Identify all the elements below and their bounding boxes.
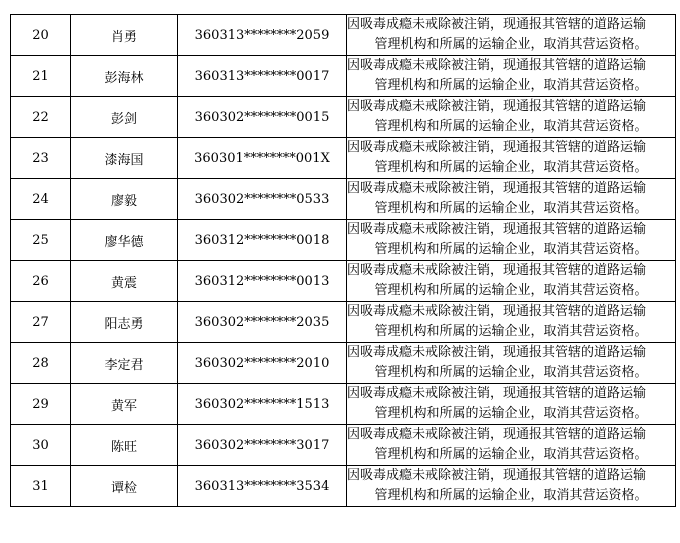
reason-line-2: 管理机构和所属的运输企业，取消其营运资格。 — [374, 78, 648, 93]
table-row — [11, 97, 676, 138]
reason-line-1: 因吸毒成瘾未戒除被注销，现通报其管辖的道路运输 — [347, 263, 647, 278]
row-name-cell: 黄军 — [71, 384, 178, 425]
table-row — [11, 425, 676, 466]
row-id-number-cell: 360312********0018 — [178, 220, 347, 261]
reason-line-2: 管理机构和所属的运输企业，取消其营运资格。 — [374, 283, 648, 298]
row-id-number-cell: 360313********0017 — [178, 56, 347, 97]
table-row — [11, 466, 676, 507]
reason-line-1: 因吸毒成瘾未戒除被注销，现通报其管辖的道路运输 — [347, 304, 647, 319]
row-reason-cell — [347, 138, 676, 179]
row-id-number-cell: 360302********2010 — [178, 343, 347, 384]
table-row — [11, 15, 676, 56]
reason-line-1: 因吸毒成瘾未戒除被注销，现通报其管辖的道路运输 — [347, 345, 647, 360]
row-id-number-cell: 360302********0015 — [178, 97, 347, 138]
row-number-cell: 21 — [11, 56, 71, 97]
reason-line-1: 因吸毒成瘾未戒除被注销，现通报其管辖的道路运输 — [347, 99, 647, 114]
row-name-cell: 彭海林 — [71, 56, 178, 97]
row-reason-cell — [347, 56, 676, 97]
reason-line-1: 因吸毒成瘾未戒除被注销，现通报其管辖的道路运输 — [347, 468, 647, 483]
row-reason-cell — [347, 15, 676, 56]
row-reason-cell — [347, 97, 676, 138]
table-row — [11, 138, 676, 179]
row-number-cell: 29 — [11, 384, 71, 425]
table-row — [11, 56, 676, 97]
row-number-cell: 27 — [11, 302, 71, 343]
row-id-number-cell: 360302********2035 — [178, 302, 347, 343]
row-name-cell: 肖勇 — [71, 15, 178, 56]
row-id-number-cell: 360301********001X — [178, 138, 347, 179]
row-number-cell: 31 — [11, 466, 71, 507]
row-reason-cell — [347, 220, 676, 261]
row-id-number-cell: 360313********2059 — [178, 15, 347, 56]
reason-line-1: 因吸毒成瘾未戒除被注销，现通报其管辖的道路运输 — [347, 222, 647, 237]
row-name-cell: 漆海国 — [71, 138, 178, 179]
row-name-cell: 廖毅 — [71, 179, 178, 220]
row-reason-cell — [347, 261, 676, 302]
row-id-number-cell: 360302********3017 — [178, 425, 347, 466]
row-name-cell: 阳志勇 — [71, 302, 178, 343]
table-row — [11, 220, 676, 261]
reason-line-1: 因吸毒成瘾未戒除被注销，现通报其管辖的道路运输 — [347, 140, 647, 155]
reason-line-1: 因吸毒成瘾未戒除被注销，现通报其管辖的道路运输 — [347, 386, 647, 401]
row-name-cell: 李定君 — [71, 343, 178, 384]
row-reason-cell — [347, 466, 676, 507]
row-name-cell: 陈旺 — [71, 425, 178, 466]
reason-line-2: 管理机构和所属的运输企业，取消其营运资格。 — [374, 160, 648, 175]
row-reason-cell — [347, 384, 676, 425]
reason-line-1: 因吸毒成瘾未戒除被注销，现通报其管辖的道路运输 — [347, 58, 647, 73]
row-id-number-cell: 360302********0533 — [178, 179, 347, 220]
row-id-number-cell: 360312********0013 — [178, 261, 347, 302]
row-number-cell: 28 — [11, 343, 71, 384]
reason-line-2: 管理机构和所属的运输企业，取消其营运资格。 — [374, 324, 648, 339]
row-name-cell: 谭检 — [71, 466, 178, 507]
reason-line-2: 管理机构和所属的运输企业，取消其营运资格。 — [374, 119, 648, 134]
row-id-number-cell: 360302********1513 — [178, 384, 347, 425]
row-number-cell: 25 — [11, 220, 71, 261]
row-number-cell: 22 — [11, 97, 71, 138]
row-name-cell: 黄震 — [71, 261, 178, 302]
row-reason-cell — [347, 425, 676, 466]
row-number-cell: 26 — [11, 261, 71, 302]
reason-line-1: 因吸毒成瘾未戒除被注销，现通报其管辖的道路运输 — [347, 427, 647, 442]
row-number-cell: 30 — [11, 425, 71, 466]
row-reason-cell — [347, 302, 676, 343]
reason-line-2: 管理机构和所属的运输企业，取消其营运资格。 — [374, 37, 648, 52]
reason-line-2: 管理机构和所属的运输企业，取消其营运资格。 — [374, 242, 648, 257]
reason-line-1: 因吸毒成瘾未戒除被注销，现通报其管辖的道路运输 — [347, 17, 647, 32]
reason-line-1: 因吸毒成瘾未戒除被注销，现通报其管辖的道路运输 — [347, 181, 647, 196]
table-row — [11, 384, 676, 425]
row-number-cell: 20 — [11, 15, 71, 56]
row-name-cell: 廖华德 — [71, 220, 178, 261]
reason-line-2: 管理机构和所属的运输企业，取消其营运资格。 — [374, 365, 648, 380]
records-table-body — [11, 15, 676, 507]
records-table — [10, 14, 676, 507]
table-row — [11, 179, 676, 220]
reason-line-2: 管理机构和所属的运输企业，取消其营运资格。 — [374, 488, 648, 503]
row-reason-cell — [347, 343, 676, 384]
table-row — [11, 343, 676, 384]
table-row — [11, 261, 676, 302]
reason-line-2: 管理机构和所属的运输企业，取消其营运资格。 — [374, 201, 648, 216]
reason-line-2: 管理机构和所属的运输企业，取消其营运资格。 — [374, 447, 648, 462]
row-name-cell: 彭剑 — [71, 97, 178, 138]
row-reason-cell — [347, 179, 676, 220]
row-number-cell: 24 — [11, 179, 71, 220]
row-number-cell: 23 — [11, 138, 71, 179]
reason-line-2: 管理机构和所属的运输企业，取消其营运资格。 — [374, 406, 648, 421]
row-id-number-cell: 360313********3534 — [178, 466, 347, 507]
table-row — [11, 302, 676, 343]
